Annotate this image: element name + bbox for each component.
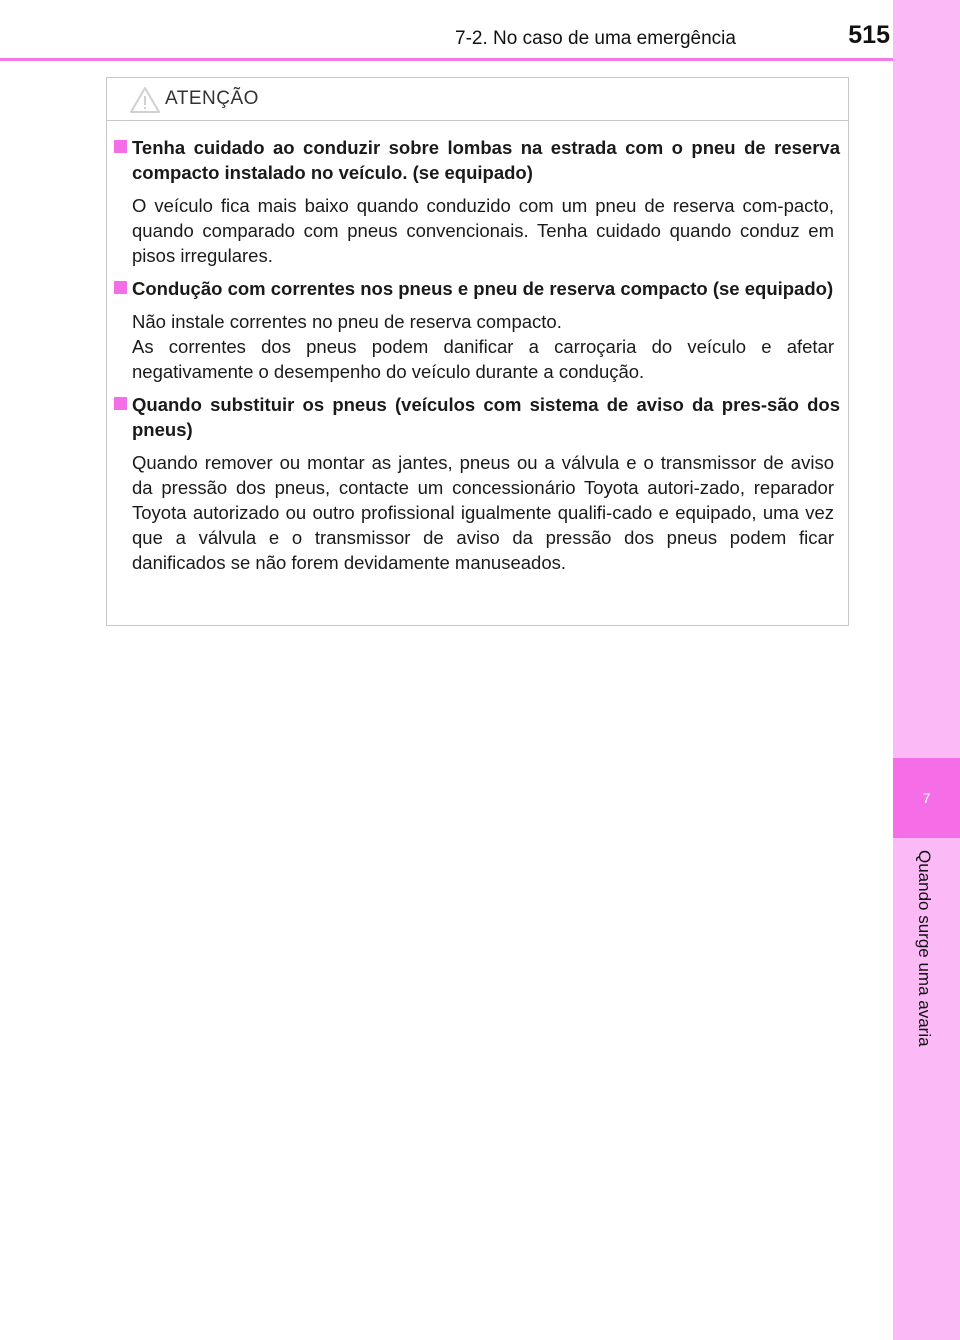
warning-item (107, 276, 840, 384)
square-bullet-icon (114, 281, 127, 294)
item-heading-text: Condução com correntes nos pneus e pneu de reserva compacto (se equipado) (132, 278, 834, 299)
warning-body (107, 121, 848, 575)
item-heading (107, 392, 840, 442)
item-text-line: As correntes dos pneus podem danificar a carroçaria do veículo e afetar negativamente o desempenho do veículo durante a condução. (132, 336, 834, 382)
side-tab-strip (893, 0, 960, 1340)
item-text-line: Não instale correntes no pneu de reserva compacto. (132, 311, 562, 332)
item-heading (107, 135, 840, 185)
header-rule (0, 58, 893, 61)
square-bullet-icon (114, 140, 127, 153)
square-bullet-icon (114, 397, 127, 410)
warning-header (107, 78, 848, 121)
chapter-title: Quando surge uma avaria (915, 850, 934, 1047)
warning-item (107, 392, 840, 575)
warning-title: ATENÇÃO (165, 88, 259, 109)
page-number: 515 (848, 21, 890, 49)
warning-triangle-icon (129, 86, 161, 114)
chapter-number-tab: 7 (893, 758, 960, 838)
item-text: O veículo fica mais baixo quando conduzido com um pneu de reserva com-pacto, quando comparado com pneus convencionais. Tenha cuidado quando conduz em pisos irregulares. (132, 195, 834, 266)
warning-box (106, 77, 849, 626)
item-text: Quando remover ou montar as jantes, pneus ou a válvula e o transmissor de aviso da pressão dos pneus, contacte um concessionário Toyota autori-zado, reparador Toyota autorizado ou outro profissional igualmente qualifi-cado e equipado, uma vez que a válvula e o transmissor de aviso da pressão dos pneus podem ficar danificados se não forem devidamente manuseados. (132, 452, 834, 573)
item-heading-text: Quando substituir os pneus (veículos com sistema de aviso da pres-são dos pneus) (132, 394, 840, 440)
item-heading-text: Tenha cuidado ao conduzir sobre lombas na estrada com o pneu de reserva compacto instalado no veículo. (se equipado) (132, 137, 840, 183)
section-title: 7-2. No caso de uma emergência (455, 28, 736, 49)
warning-item (107, 135, 840, 268)
item-heading (107, 276, 840, 301)
